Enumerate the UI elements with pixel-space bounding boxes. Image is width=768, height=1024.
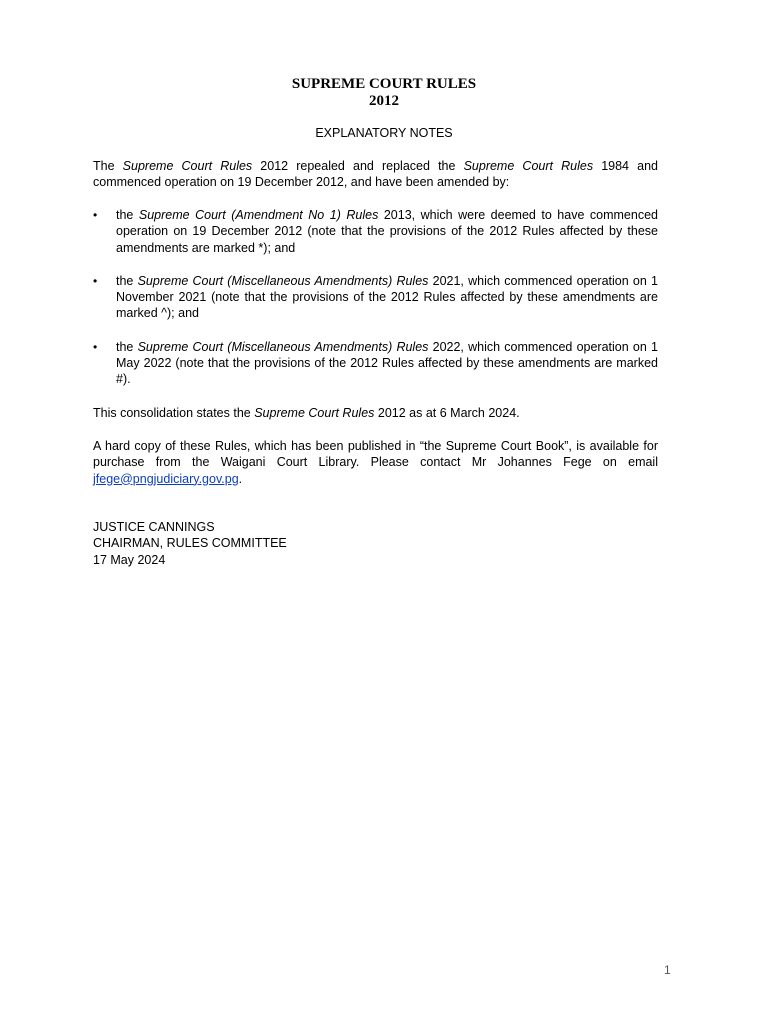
email-link[interactable]: jfege@pngjudiciary.gov.pg <box>93 471 239 486</box>
amendment-details: 2022, which commenced operation on 1 May 2022 (note that the provisions of the 2012 Rules affected by these amendments are marked #). <box>116 339 658 387</box>
list-item <box>93 339 658 388</box>
amendments-list <box>93 207 658 405</box>
hardcopy-paragraph <box>93 438 658 487</box>
consolidation-paragraph <box>93 405 658 421</box>
list-item <box>93 207 658 256</box>
signature-date: 17 May 2024 <box>93 552 166 567</box>
intro-rules-title-1: Supreme Court Rules <box>122 159 253 173</box>
bullet-icon: • <box>93 339 98 354</box>
intro-rules-title-2: Supreme Court Rules <box>463 159 594 173</box>
title-line-1: SUPREME COURT RULES <box>291 76 477 92</box>
intro-text-1: The <box>93 159 123 173</box>
section-heading: EXPLANATORY NOTES <box>315 126 453 140</box>
amendment-prefix: the <box>116 208 139 222</box>
title-line-2: 2012 <box>369 93 399 109</box>
bullet-icon: • <box>93 208 98 222</box>
amendment-name: Supreme Court (Miscellaneous Amendments) Rules <box>137 273 429 288</box>
consolidation-text-1: This consolidation states the <box>93 406 255 420</box>
signatory-name: JUSTICE CANNINGS <box>93 520 215 534</box>
list-item <box>93 273 658 322</box>
signatory-position: CHAIRMAN, RULES COMMITTEE <box>93 536 287 551</box>
signature-block <box>93 519 287 568</box>
amendment-name: Supreme Court (Miscellaneous Amendments) Rules <box>137 339 429 354</box>
bullet-icon: • <box>93 273 98 288</box>
amendment-name: Supreme Court (Amendment No 1) Rules <box>138 208 379 222</box>
amendment-details: 2013, which were deemed to have commenced operation on 19 December 2012 (note that the provisions of the 2012 Rules affected by these amendments are marked *); and <box>116 208 658 255</box>
hardcopy-end: . <box>238 471 243 486</box>
intro-text-2: 2012 repealed and replaced the <box>252 159 464 173</box>
amendment-prefix: the <box>116 339 138 354</box>
consolidation-text-2: 2012 as at 6 March 2024. <box>374 406 520 420</box>
amendment-prefix: the <box>116 273 138 288</box>
amendment-details: 2021, which commenced operation on 1 November 2021 (note that the provisions of the 2012 Rules affected by these amendments are marked ^); and <box>116 273 658 321</box>
intro-paragraph <box>93 158 658 191</box>
document-title <box>0 76 768 110</box>
intro-text-3: 1984 and commenced operation on 19 December 2012, and have been amended by: <box>93 159 658 190</box>
hardcopy-text: A hard copy of these Rules, which has been published in “the Supreme Court Book”, is available for purchase from the Waigani Court Library. Please contact Mr Johannes Fege on email <box>93 439 658 470</box>
page-number: 1 <box>664 963 671 977</box>
consolidation-rules-title: Supreme Court Rules <box>254 406 375 420</box>
